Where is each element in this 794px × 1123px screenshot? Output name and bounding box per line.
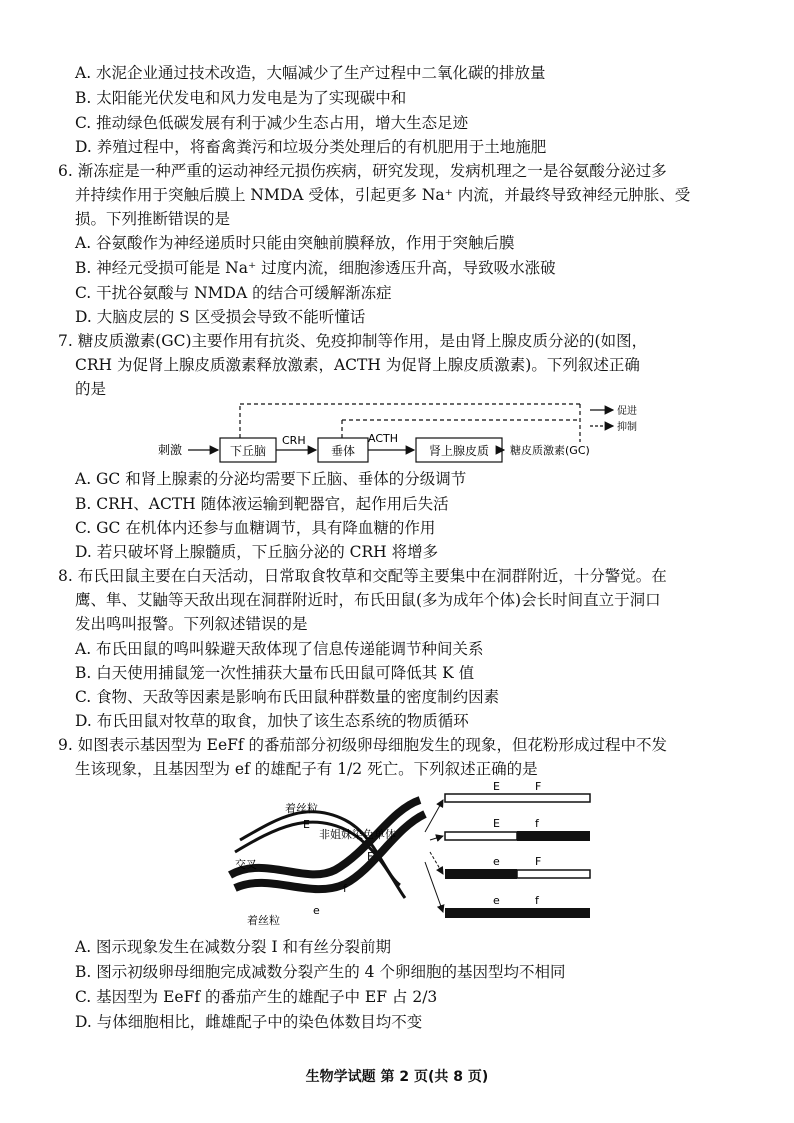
page-footer: 生物学试题 第 2 页(共 8 页) xyxy=(305,1069,489,1085)
arrow-to-chromatid-2 xyxy=(430,836,443,840)
hypothalamus-label: 下丘脑 xyxy=(229,444,267,458)
crossover-label: 交叉 xyxy=(235,858,257,871)
chromatid-4 xyxy=(445,894,590,918)
gene-label-f: f xyxy=(343,882,347,895)
q6-stem-line2: 并持续作用于突触后膜上 NMDA 受体，引起更多 Na⁺ 内流，并最终导致神经元肿胀、受 xyxy=(75,186,691,204)
q6-stem-line1: 6. 渐冻症是一种严重的运动神经元损伤疾病，研究发现，发病机理之一是谷氨酸分泌过多 xyxy=(58,162,667,180)
q9-option-a: A. 图示现象发生在减数分裂 I 和有丝分裂前期 xyxy=(75,938,392,956)
chromatid-2-right-gene: f xyxy=(535,817,539,830)
pituitary-label: 垂体 xyxy=(330,444,356,458)
chromatid-2-left-gene: E xyxy=(493,817,500,830)
q9-option-d: D. 与体细胞相比，雌雄配子中的染色体数目均不变 xyxy=(75,1013,423,1031)
chromatid-1 xyxy=(445,780,590,802)
q7-stem-line1: 7. 糖皮质激素(GC)主要作用有抗炎、免疫抑制等作用，是由肾上腺皮质分泌的(如图， xyxy=(58,332,648,350)
q8-stem-line2: 鹰、隼、艾鼬等天敌出现在洞群附近时，布氏田鼠(多为成年个体)会长时间直立于洞口 xyxy=(75,591,661,609)
q5-option-c: C. 推动绿色低碳发展有利于减少生态占用，增大生态足迹 xyxy=(75,114,469,132)
q8-option-b: B. 白天使用捕鼠笼一次性捕获大量布氏田鼠可降低其 K 值 xyxy=(75,664,475,682)
gene-label-e: e xyxy=(313,904,320,917)
chromatid-1-left-gene: E xyxy=(493,780,500,793)
nonsister-label: 非姐妹染色单体 xyxy=(319,828,396,841)
q8-option-a: A. 布氏田鼠的鸣叫躲避天敌体现了信息传递能调节种间关系 xyxy=(75,640,484,658)
q6-option-c: C. 干扰谷氨酸与 NMDA 的结合可缓解渐冻症 xyxy=(75,284,392,302)
chromatid-4-right-gene: f xyxy=(535,894,539,907)
q9-option-c: C. 基因型为 EeFf 的番茄产生的雄配子中 EF 占 2/3 xyxy=(75,988,438,1006)
chromatid-3-left-gene: e xyxy=(493,855,500,868)
q6-option-d: D. 大脑皮层的 S 区受损会导致不能听懂话 xyxy=(75,308,366,326)
q7-regulation-diagram xyxy=(150,398,650,466)
crh-label: CRH xyxy=(282,434,306,447)
q5-option-b: B. 太阳能光伏发电和风力发电是为了实现碳中和 xyxy=(75,89,407,107)
gene-label-E: E xyxy=(303,818,310,831)
q8-option-d: D. 布氏田鼠对牧草的取食，加快了该生态系统的物质循环 xyxy=(75,712,469,730)
q5-option-a: A. 水泥企业通过技术改造，大幅减少了生产过程中二氧化碳的排放量 xyxy=(75,64,546,82)
q7-stem-line2: CRH 为促肾上腺皮质激素释放激素，ACTH 为促肾上腺皮质激素)。下列叙述正确 xyxy=(75,356,640,374)
centromere-top-label: 着丝粒 xyxy=(285,802,318,815)
legend-promote-label: 促进 xyxy=(617,406,637,417)
q9-stem-line2: 生该现象，且基因型为 ef 的雄配子有 1/2 死亡。下列叙述正确的是 xyxy=(75,760,538,778)
centromere-bottom-label: 着丝粒 xyxy=(247,914,280,927)
chromatid-3 xyxy=(445,855,590,879)
q7-option-b: B. CRH、ACTH 随体液运输到靶器官，起作用后失活 xyxy=(75,495,449,513)
q8-stem-line3: 发出鸣叫报警。下列叙述错误的是 xyxy=(75,615,308,633)
stimulus-label: 刺激 xyxy=(158,443,183,457)
chromatid-2 xyxy=(445,817,590,841)
q7-option-d: D. 若只破坏肾上腺髓质，下丘脑分泌的 CRH 将增多 xyxy=(75,543,439,561)
q9-crossover-diagram xyxy=(225,780,595,930)
chromatid-1-right-gene: F xyxy=(535,780,542,793)
q9-option-b: B. 图示初级卵母细胞完成减数分裂产生的 4 个卵细胞的基因型均不相同 xyxy=(75,963,566,981)
gc-output-label: 糖皮质激素(GC) xyxy=(510,444,590,457)
chromatid-4-left-gene: e xyxy=(493,894,500,907)
q8-stem-line1: 8. 布氏田鼠主要在白天活动，日常取食牧草和交配等主要集中在洞群附近，十分警觉。在 xyxy=(58,567,667,585)
q9-stem-line1: 9. 如图表示基因型为 EeFf 的番茄部分初级卵母细胞发生的现象，但花粉形成过程中不发 xyxy=(58,736,668,754)
q6-stem-line3: 损。下列推断错误的是 xyxy=(75,210,231,228)
arrow-to-chromatid-1 xyxy=(425,800,443,832)
q6-option-b: B. 神经元受损可能是 Na⁺ 过度内流，细胞渗透压升高，导致吸水涨破 xyxy=(75,259,556,277)
q7-stem-line3: 的是 xyxy=(75,380,107,398)
gene-label-F: F xyxy=(367,850,374,863)
q7-option-a: A. GC 和肾上腺素的分泌均需要下丘脑、垂体的分级调节 xyxy=(75,470,467,488)
q7-option-c: C. GC 在机体内还参与血糖调节，具有降血糖的作用 xyxy=(75,519,436,537)
arrow-to-chromatid-3 xyxy=(430,852,443,874)
q6-option-a: A. 谷氨酸作为神经递质时只能由突触前膜释放，作用于突触后膜 xyxy=(75,234,515,252)
chromatid-3-right-gene: F xyxy=(535,855,542,868)
legend-inhibit-label: 抑制 xyxy=(617,422,637,433)
q8-option-c: C. 食物、天敌等因素是影响布氏田鼠种群数量的密度制约因素 xyxy=(75,688,500,706)
adrenal-cortex-label: 肾上腺皮质 xyxy=(428,444,490,458)
q5-option-d: D. 养殖过程中，将畜禽粪污和垃圾分类处理后的有机肥用于土地施肥 xyxy=(75,138,547,156)
acth-label: ACTH xyxy=(368,432,399,445)
